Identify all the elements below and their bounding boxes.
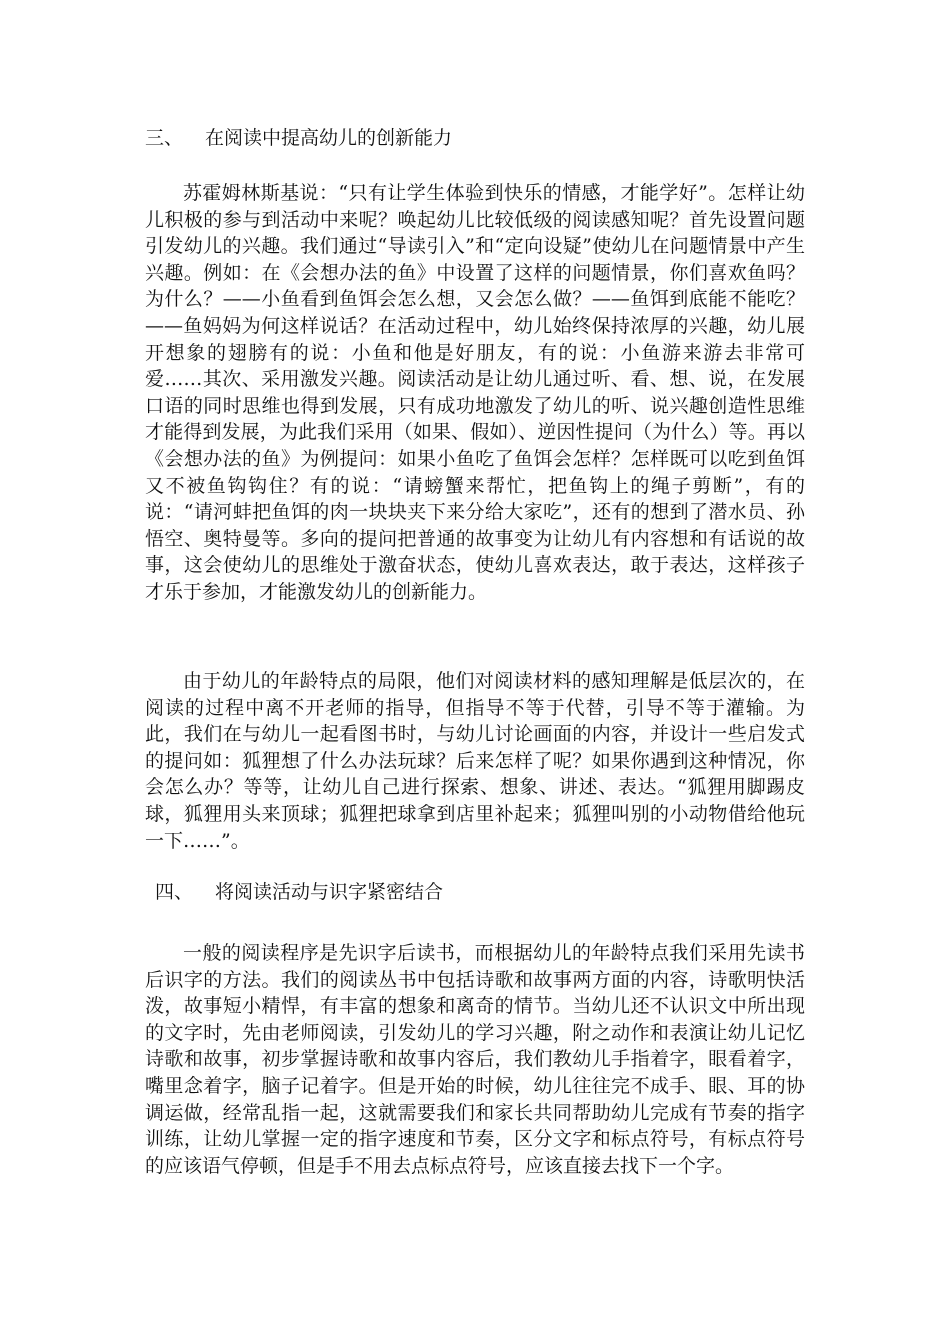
section-3-heading — [145, 125, 452, 151]
section-3-paragraph-2: 由于幼儿的年龄特点的局限，他们对阅读材料的感知理解是低层次的，在阅读的过程中离不开老师的指导，但指导不等于代替，引导不等于灌输。为此，我们在与幼儿一起看图书时，与幼儿讨论画面的内容，并设计一些启发式的提问如：狐狸想了什么办法玩球？后来怎样了呢？如果你遇到这种情况，你会怎么办？等等，让幼儿自己进行探索、想象、讲述、表达。“狐狸用脚踢皮球，狐狸用头来顶球；狐狸把球拿到店里补起来；狐狸叫别的小动物借给他玩一下……”。 — [145, 670, 805, 852]
section-4-number: 四、 — [155, 881, 194, 903]
section-3-paragraph-1: 苏霍姆林斯基说：“只有让学生体验到快乐的情感，才能学好”。怎样让幼儿积极的参与到活动中来呢？唤起幼儿比较低级的阅读感知呢？首先设置问题引发幼儿的兴趣。我们通过“导读引入”和“定向设疑”使幼儿在问题情景中产生兴趣。例如：在《会想办法的鱼》中设置了这样的问题情景，你们喜欢鱼吗？为什么？——小鱼看到鱼饵会怎么想，又会怎么做？——鱼饵到底能不能吃？——鱼妈妈为何这样说话？在活动过程中，幼儿始终保持浓厚的兴趣，幼儿展开想象的翅膀有的说：小鱼和他是好朋友，有的说：小鱼游来游去非常可爱……其次、采用激发兴趣。阅读活动是让幼儿通过听、看、想、说，在发展口语的同时思维也得到发展，只有成功地激发了幼儿的听、说兴趣创造性思维才能得到发展，为此我们采用（如果、假如）、逆因性提问（为什么）等。再以《会想办法的鱼》为例提问：如果小鱼吃了鱼饵会怎样？怎样既可以吃到鱼饵又不被鱼钩钩住？有的说：“请螃蟹来帮忙，把鱼钩上的绳子剪断”，有的说：“请河蚌把鱼饵的肉一块块夹下来分给大家吃”，还有的想到了潜水员、孙悟空、奥特曼等。多向的提问把普通的故事变为让幼儿有内容想和有话说的故事，这会使幼儿的思维处于激奋状态，使幼儿喜欢表达，敢于表达，这样孩子才乐于参加，才能激发幼儿的创新能力。 — [145, 182, 805, 603]
section-4-title: 将阅读活动与识字紧密结合 — [215, 881, 444, 903]
section-4-paragraph-1: 一般的阅读程序是先识字后读书，而根据幼儿的年龄特点我们采用先读书后识字的方法。我们的阅读丛书中包括诗歌和故事两方面的内容，诗歌明快活泼，故事短小精悍，有丰富的想象和离奇的情节。当幼儿还不认识文中所出现的文字时，先由老师阅读，引发幼儿的学习兴趣，附之动作和表演让幼儿记忆诗歌和故事，初步掌握诗歌和故事内容后，我们教幼儿手指着字，眼看着字，嘴里念着字，脑子记着字。但是开始的时候，幼儿往往完不成手、眼、耳的协调运做，经常乱指一起，这就需要我们和家长共同帮助幼儿完成有节奏的指字训练，让幼儿掌握一定的指字速度和节奏，区分文字和标点符号，有标点符号的应该语气停顿，但是手不用去点标点符号，应该直接去找下一个字。 — [145, 942, 805, 1177]
section-3-number: 三、 — [145, 127, 184, 149]
section-4-heading — [155, 879, 443, 905]
section-3-title: 在阅读中提高幼儿的创新能力 — [205, 127, 453, 149]
